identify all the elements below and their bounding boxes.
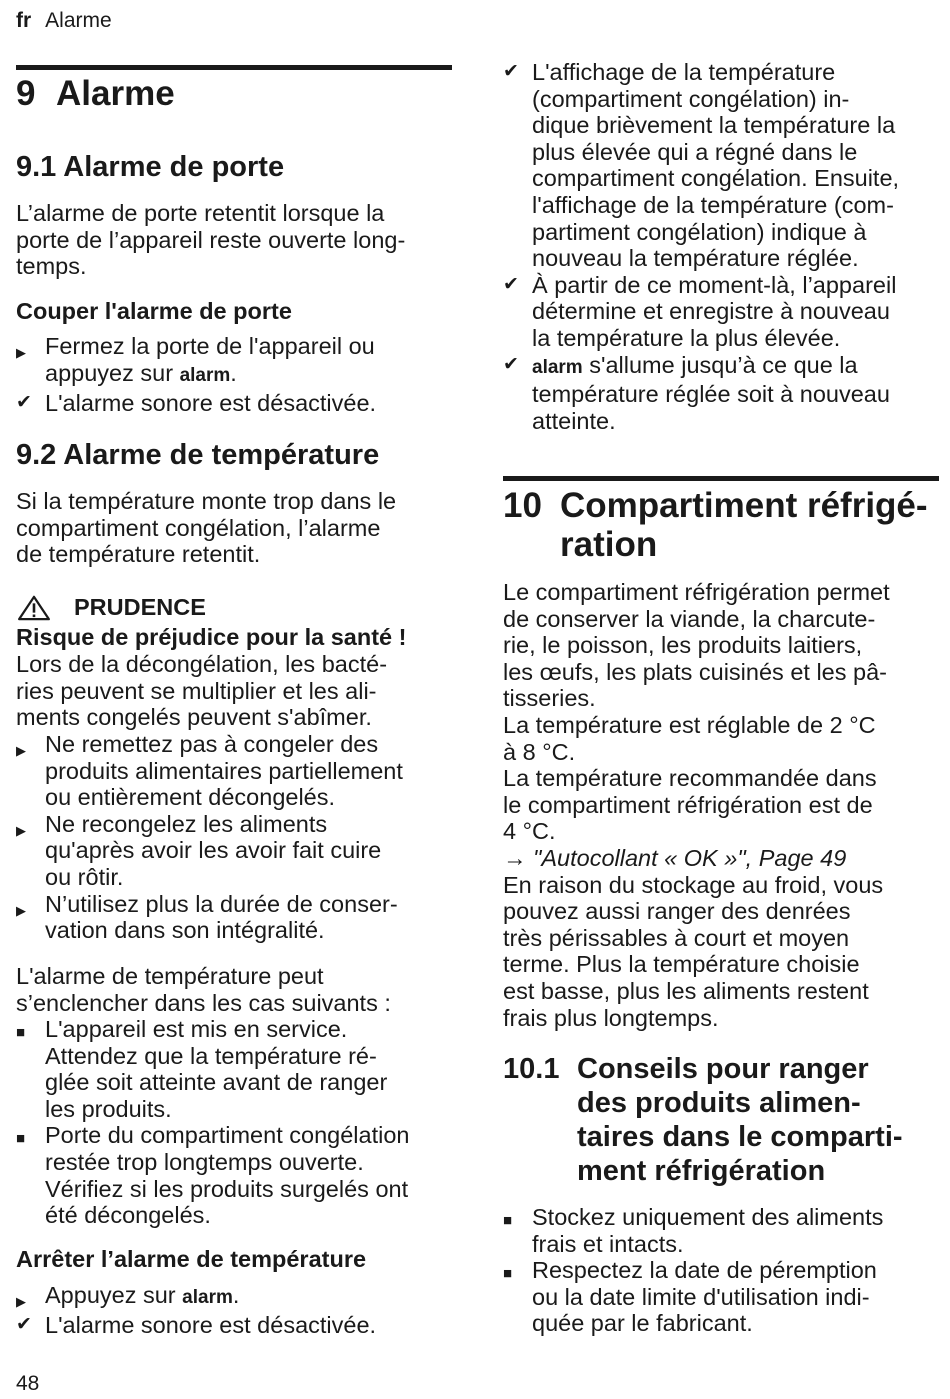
checkmark-icon: ✔: [16, 1314, 32, 1335]
page-number: 48: [16, 1372, 40, 1395]
checkmark-icon: ✔: [503, 273, 519, 295]
couper-heading: Couper l'alarme de porte: [16, 298, 292, 324]
arreter-heading: Arrêter l’alarme de température: [16, 1246, 367, 1272]
list-item: ■ Stockez uniquement des aliments frais et intacts.: [503, 1204, 884, 1257]
section-9-2-heading: 9.2 Alarme de température: [16, 439, 380, 471]
bullet-square-icon: ■: [16, 1024, 26, 1041]
bullet-square-icon: ■: [503, 1265, 513, 1283]
cases-intro: L'alarme de température peut s’enclencher dans les cas suivants :: [16, 963, 391, 1016]
list-item: ▶ Ne recongelez les aliments qu'après avoir les avoir fait cuire ou rôtir.: [16, 810, 382, 890]
section-rule: [503, 476, 939, 481]
section-9-heading: 9 Alarme: [16, 74, 175, 113]
list-item: ■ Porte du compartiment congélation restée trop longtemps ouverte. Vérifiez si les produits surgelés ont été décongelés.: [16, 1122, 410, 1229]
temp-alarm-paragraph: Si la température monte trop dans le compartiment congélation, l’alarme de température retentit.: [16, 488, 397, 568]
bullet-square-icon: ■: [16, 1130, 26, 1148]
step-arrow-icon: ▶: [16, 743, 26, 758]
arreter-result: ✔ L'alarme sonore est désactivée.: [16, 1312, 377, 1338]
caution-list: [16, 731, 452, 944]
list-item: ■ L'appareil est mis en service. Attendez que la température ré- glée soit atteinte avant de ranger les produits.: [16, 1016, 388, 1122]
list-item: ▶ N’utilisez plus la durée de conser- vation dans son intégralité.: [16, 890, 398, 944]
language-code: fr: [16, 9, 32, 32]
list-item: ■ Respectez la date de péremption ou la date limite d'utilisation indi- quée par le fabricant.: [503, 1257, 877, 1337]
list-item: ✔ alarm s'allume jusqu’à ce que la température réglée soit à nouveau atteinte.: [503, 351, 890, 434]
section-10-body: Le compartiment réfrigération permet de conserver la viande, la charcute- rie, le poisson, les produits laitiers, les œufs, les plats cuisinés et les pâ- tisseries. La température est réglable de 2 °C à 8 °C. La température recommandée dans le compartiment réfrigération est de 4 °C. → "Autocollant « OK »", Page 49 En raison du stockage au froid, vous pouvez aussi ranger des denrées très périssables à court et moyen terme. Plus la température choisie est basse, plus les aliments restent frais plus longtemps.: [503, 579, 943, 1031]
page-header: [16, 9, 112, 33]
list-item: ✔ L'affichage de la température (compartiment congélation) in- dique brièvement la température la plus élevée qui a régné dans le compartiment congélation. Ensuite, l'affichage de la température (com- partiment congélation) indique à nouveau la température réglée.: [503, 59, 900, 272]
list-item: ▶ Ne remettez pas à congeler des produits alimentaires partiellement ou entièrement décongelés.: [16, 731, 403, 811]
caution-text: Lors de la décongélation, les bacté- ries peuvent se multiplier et les ali- ments congelés peuvent s'abîmer.: [16, 651, 388, 731]
step-arrow-icon: ▶: [16, 1294, 26, 1309]
section-rule: [16, 65, 452, 70]
list-item: ✔ À partir de ce moment-là, l’appareil détermine et enregistre à nouveau la température la plus élevée.: [503, 271, 897, 351]
cross-reference-link[interactable]: → "Autocollant « OK »", Page 49: [503, 844, 847, 871]
checkmark-icon: ✔: [16, 392, 32, 413]
cases-list: [16, 1016, 456, 1229]
step-arrow-icon: ▶: [16, 345, 26, 360]
couper-step: ▶ Fermez la porte de l'appareil ou appuyez sur alarm.: [16, 333, 375, 386]
tips-list: [503, 1204, 943, 1337]
checkmark-icon: ✔: [503, 353, 519, 375]
caution-label-row: PRUDENCE: [16, 594, 206, 621]
door-alarm-paragraph: L’alarme de porte retentit lorsque la porte de l’appareil reste ouverte long- temps.: [16, 200, 406, 280]
section-9-1-heading: 9.1 Alarme de porte: [16, 151, 285, 183]
header-title: Alarme: [45, 9, 112, 32]
couper-result: ✔ L'alarme sonore est désactivée.: [16, 390, 377, 416]
arrow-right-icon: →: [503, 844, 527, 871]
alarm-key-label: alarm: [182, 1287, 233, 1308]
step-arrow-icon: ▶: [16, 822, 26, 838]
step-arrow-icon: ▶: [16, 902, 26, 918]
caution-subtitle: Risque de préjudice pour la santé !: [16, 624, 407, 650]
arreter-step: ▶ Appuyez sur alarm.: [16, 1282, 452, 1312]
section-10-1-heading: 10.1 Conseils pour ranger des produits alimen- taires dans le comparti- ment réfrigération: [503, 1053, 903, 1187]
alarm-key-label: alarm: [179, 364, 231, 386]
bullet-square-icon: ■: [503, 1212, 513, 1229]
alarm-key-label: alarm: [532, 356, 583, 378]
section-10-heading: 10 Compartiment réfrigé- ration: [503, 486, 928, 564]
alarm-results-list: [503, 59, 943, 434]
warning-triangle-icon: [16, 595, 52, 621]
checkmark-icon: ✔: [503, 61, 519, 82]
